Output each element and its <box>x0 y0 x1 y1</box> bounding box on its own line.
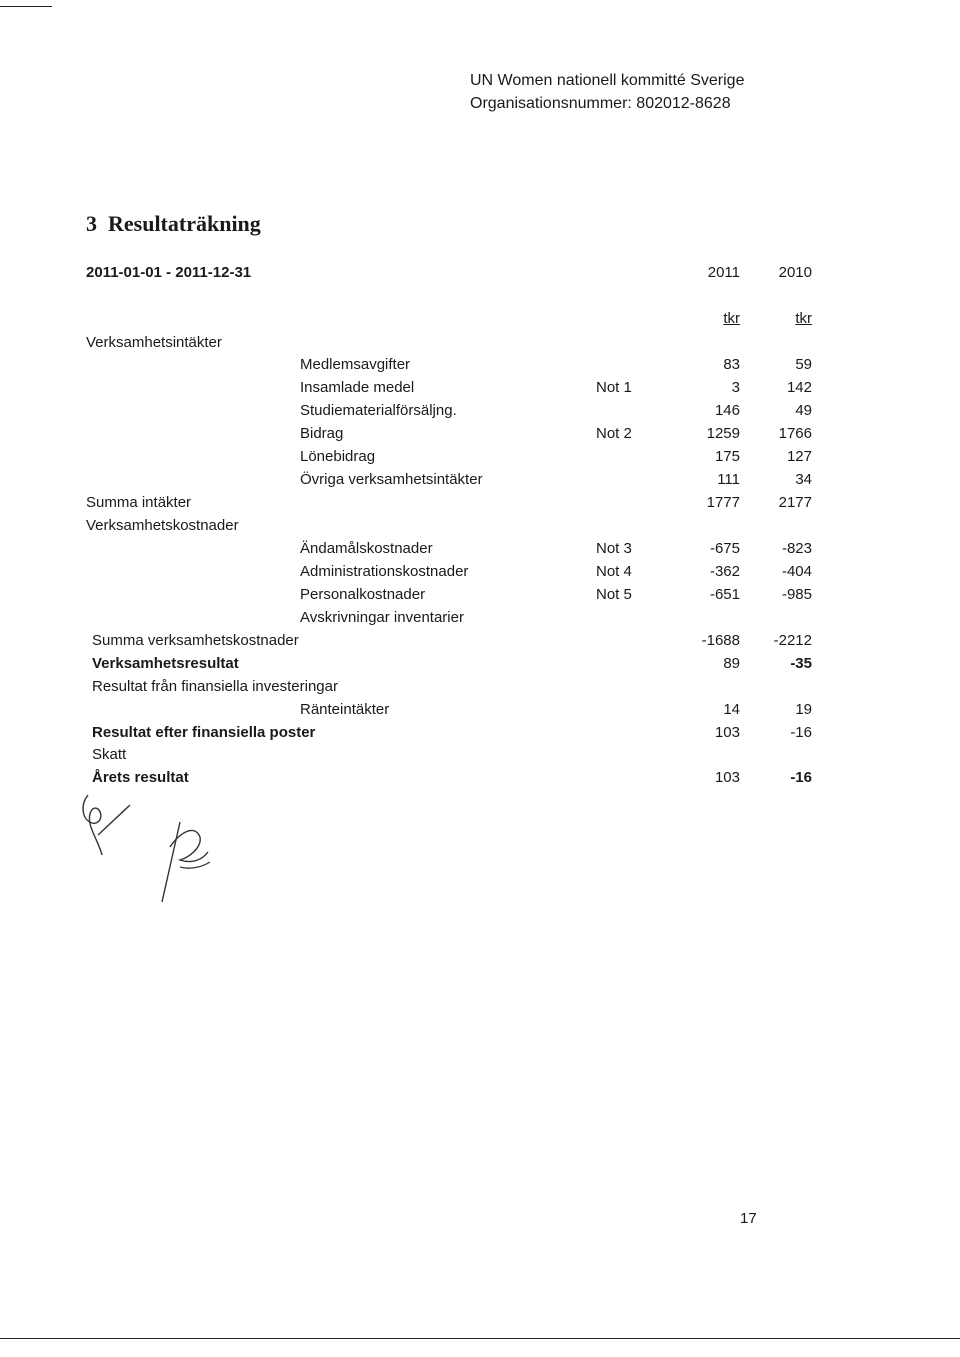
row-label: Övriga verksamhetsintäkter <box>300 471 483 488</box>
row-value-2010: 49 <box>795 402 812 419</box>
row-value-2010: -823 <box>781 540 812 557</box>
row-label: Resultat efter finansiella poster <box>92 724 316 741</box>
row-value-2010: -985 <box>781 586 812 603</box>
row-value-2011: -675 <box>709 540 740 557</box>
row-label: Ändamålskostnader <box>300 540 433 557</box>
row-value-2010: 34 <box>795 471 812 488</box>
row-label: Resultat från finansiella investeringar <box>92 678 338 695</box>
page-number: 17 <box>740 1210 757 1227</box>
scan-mark-top <box>0 6 52 7</box>
row-value-2011: -362 <box>709 563 740 580</box>
year-2010-header: 2010 <box>778 264 812 281</box>
row-value-2011: -651 <box>709 586 740 603</box>
row-value-2010: 59 <box>795 356 812 373</box>
row-label: Verksamhetsresultat <box>92 655 239 672</box>
row-value-2010: -404 <box>781 563 812 580</box>
org-name: UN Women nationell kommitté Sverige <box>470 72 745 89</box>
row-label: Avskrivningar inventarier <box>300 609 464 626</box>
signature-2 <box>150 812 230 907</box>
scan-line-bottom <box>0 1338 960 1339</box>
section-title <box>86 211 261 237</box>
row-value-2011: 14 <box>723 701 740 718</box>
row-label: Insamlade medel <box>300 379 415 396</box>
row-value-2010: -2212 <box>773 632 812 649</box>
row-value-2010: -35 <box>790 655 812 672</box>
row-note: Not 4 <box>596 563 632 580</box>
row-label: Medlemsavgifter <box>300 356 411 373</box>
row-value-2011: 83 <box>723 356 740 373</box>
row-value-2011: -1688 <box>701 632 740 649</box>
year-2011-header: 2011 <box>707 264 740 281</box>
row-value-2010: 142 <box>786 379 812 396</box>
row-note: Not 5 <box>596 586 632 603</box>
row-value-2011: 146 <box>714 402 740 419</box>
row-value-2011: 111 <box>717 471 740 488</box>
row-label: Summa intäkter <box>86 494 192 511</box>
row-value-2011: 175 <box>714 448 740 465</box>
row-note: Not 2 <box>596 425 632 442</box>
row-label: Ränteintäkter <box>300 701 390 718</box>
row-value-2011: 89 <box>723 655 740 672</box>
unit-2011: tkr <box>723 310 740 327</box>
row-label: Personalkostnader <box>300 586 426 603</box>
row-value-2011: 103 <box>714 724 740 741</box>
row-value-2010: -16 <box>790 769 812 786</box>
signature-1 <box>70 785 150 860</box>
row-value-2011: 1777 <box>706 494 740 511</box>
row-label: Summa verksamhetskostnader <box>92 632 299 649</box>
row-label: Verksamhetskostnader <box>86 517 239 534</box>
row-value-2010: 127 <box>786 448 812 465</box>
row-value-2010: -16 <box>790 724 812 741</box>
row-label: Årets resultat <box>92 769 189 786</box>
row-label: Verksamhetsintäkter <box>86 334 222 351</box>
row-value-2010: 19 <box>795 701 812 718</box>
row-note: Not 3 <box>596 540 632 557</box>
org-number: Organisationsnummer: 802012-8628 <box>470 95 731 112</box>
row-label: Studiematerialförsäljng. <box>300 402 457 419</box>
row-label: Skatt <box>92 746 127 763</box>
row-label: Administrationskostnader <box>300 563 469 580</box>
row-value-2011: 1259 <box>706 425 740 442</box>
unit-2010: tkr <box>795 310 812 327</box>
section-number: 3 <box>86 211 97 236</box>
period-label: 2011-01-01 - 2011-12-31 <box>86 264 252 281</box>
row-label: Lönebidrag <box>300 448 376 465</box>
row-value-2011: 3 <box>731 379 740 396</box>
row-value-2011: 103 <box>714 769 740 786</box>
row-value-2010: 1766 <box>778 425 812 442</box>
row-note: Not 1 <box>596 379 632 396</box>
row-label: Bidrag <box>300 425 344 442</box>
section-title-text: Resultaträkning <box>108 211 261 236</box>
row-value-2010: 2177 <box>778 494 812 511</box>
